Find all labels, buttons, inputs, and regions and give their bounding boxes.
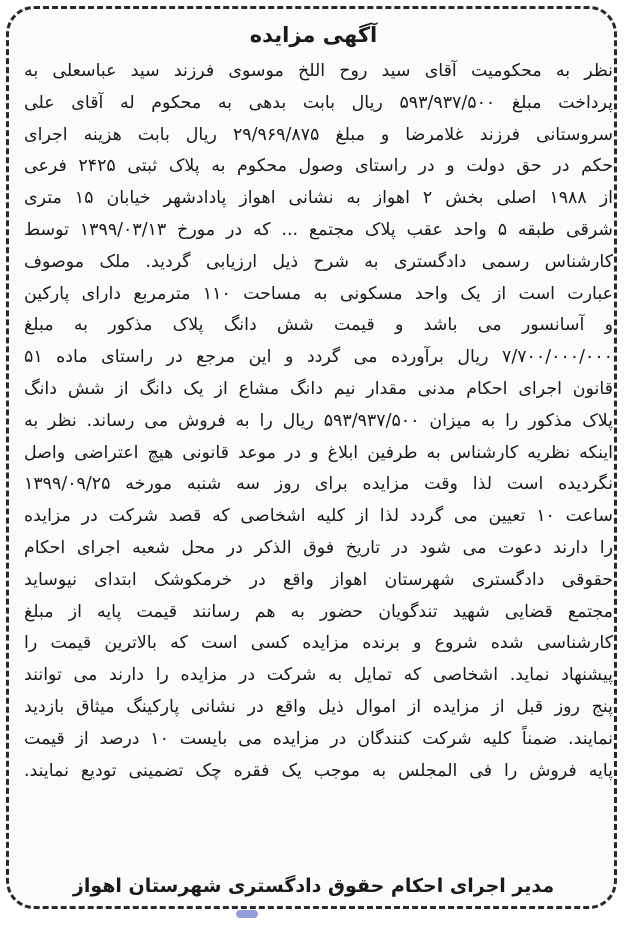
notice-line: نگردیده است لذا وقت مزایده برای روز سه شنبه مورخه ۱۳۹۹/۰۹/۲۵ [24, 474, 613, 495]
notice-line: قانون اجرای احکام مدنی مقدار نیم دانگ مشاع از یک دانگ از شش دانگ [24, 378, 613, 399]
notice-line: ۷/۷۰۰/۰۰۰/۰۰۰ ریال برآورده می گردد و این مرجع در راستای ماده ۵۱ [24, 347, 613, 368]
notice-line: حقوقی دادگستری شهرستان اهواز واقع در خرمکوشک ابتدای نیوساید [24, 569, 613, 590]
notice-line: شرقی طبقه ۵ واحد عقب پلاک مجتمع ... که در مورخ ۱۳۹۹/۰۳/۱۳ توسط [24, 219, 613, 240]
notice-line: عبارت است از یک واحد مسکونی به مساحت ۱۱۰ مترمربع دارای پارکین [24, 283, 613, 304]
notice-line: پلاک مذکور را به میزان ۵۹۳/۹۳۷/۵۰۰ ریال را به فروش می رساند. نظر به [24, 410, 613, 431]
notice-title: آگهی مزایده [249, 23, 378, 47]
notice-signature: مدیر اجرای احکام حقوق دادگستری شهرستان اهواز [72, 875, 555, 897]
notice-line: حکم در حق دولت و در راستای وصول محکوم به پلاک ثبتی ۲۴۲۵ فرعی [24, 156, 613, 177]
notice-line: پیشنهاد نماید. اشخاصی که تمایل به شرکت در مزایده را دارند می توانند [24, 665, 613, 686]
notice-line: کارشناسی شده شروع و برنده مزایده کسی است که بالاترین قیمت را [24, 633, 613, 654]
notice-line: از ۱۹۸۸ اصلی بخش ۲ اهواز به نشانی اهواز پادادشهر خیابان ۱۵ متری [24, 188, 613, 209]
notice-line: پنج روز قبل از مزایده از اموال ذیل واقع در نشانی پارکینگ میثاق بازدید [24, 696, 613, 717]
notice-line: اینکه نظریه کارشناس به طرفین ابلاغ و در موعد قانونی هیچ اعتراضی واصل [24, 442, 613, 463]
notice-line: و آسانسور می باشد و قیمت شش دانگ پلاک مذکور به مبلغ [24, 315, 613, 336]
notice-body [24, 56, 613, 787]
notice-line: را دارند دعوت می شود در تاریخ فوق الذکر در محل شعبه اجرای احکام [24, 537, 613, 558]
notice-line: پایه فروش را فی المجلس به موجب یک فقره چک تضمینی تودیع نمایند. [24, 760, 613, 781]
notice-line: پرداخت مبلغ ۵۹۳/۹۳۷/۵۰۰ ریال بابت بدهی به محکوم له آقای علی [24, 92, 613, 113]
ink-mark [236, 910, 258, 918]
notice-line: ساعت ۱۰ تعیین می گردد لذا از کلیه اشخاصی که قصد شرکت در مزایده [24, 506, 613, 527]
notice-line: نمایند. ضمناً کلیه شرکت کنندگان در مزایده می بایست ۱۰ درصد از قیمت [24, 728, 613, 749]
notice-line: نظر به محکومیت آقای سید روح اللخ موسوی فرزند سید عباسعلی به [24, 61, 613, 81]
notice-line: کارشناس رسمی دادگستری به شرح ذیل ارزیابی گردید. ملک موصوف [24, 251, 613, 272]
notice-line: مجتمع قضایی شهید تندگویان حضور به هم رسانند قیمت پایه از مبلغ [24, 601, 613, 622]
notice-line: سروستانی فرزند غلامرضا و مبلغ ۲۹/۹۶۹/۸۷۵ ریال بابت هزینه اجرای [24, 124, 613, 145]
